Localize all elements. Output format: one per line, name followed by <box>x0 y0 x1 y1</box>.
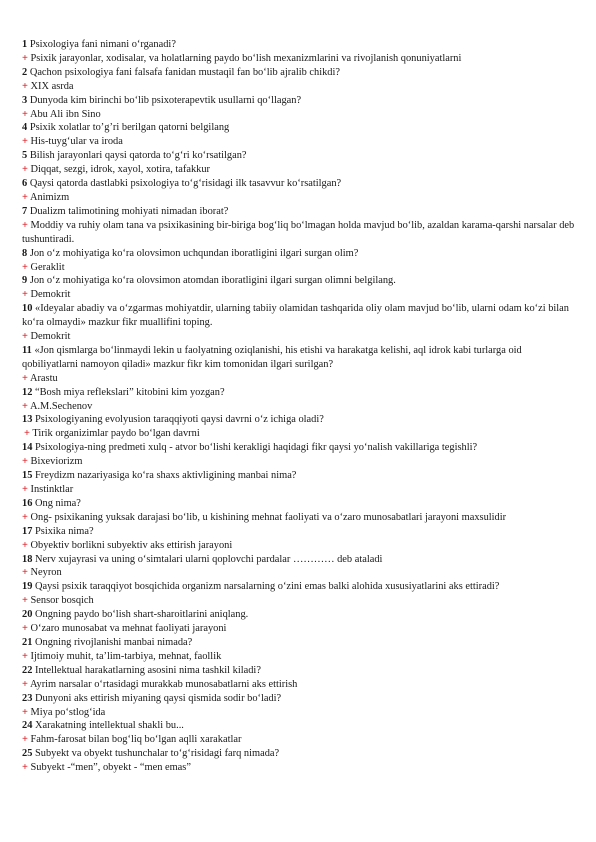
question-number: 22 <box>22 664 33 676</box>
question-12 <box>22 386 576 400</box>
answer-4 <box>22 135 576 149</box>
question-number: 15 <box>22 470 33 482</box>
plus-icon: + <box>22 762 28 774</box>
answer-text: Ayrim narsalar o‘rtasidagi murakkab munosabatlarni aks ettirish <box>29 678 298 690</box>
question-number: 7 <box>22 205 28 217</box>
answer-text: Neyron <box>30 567 62 579</box>
answer-text: Miya po‘stlog‘ida <box>30 706 106 718</box>
plus-icon: + <box>24 428 30 440</box>
question-text: Jon o‘z mohiyatiga ko‘ra olovsimon uchqundan iboratligini ilgari surgan olim? <box>29 247 359 259</box>
question-number: 20 <box>22 609 33 621</box>
question-number: 2 <box>22 66 28 78</box>
question-number: 13 <box>22 414 33 426</box>
answer-23 <box>22 706 576 720</box>
question-number: 25 <box>22 748 33 760</box>
answer-text: Fahm-farosat bilan bog‘liq bo‘lgan aqlli xarakatlar <box>30 734 242 746</box>
question-text: «Jon qismlarga bo‘linmaydi lekin u faolyatning oziqlanishi, his etishi va harakatga kelishi, aql idrok kabi turlarga oid qobiliyatlarni namoyon qiladi» mazkur fikr kim tomonidan ilgari surilgan? <box>22 344 522 370</box>
question-text: Intellektual harakatlarning asosini nima tashkil kiladi? <box>35 664 261 676</box>
question-text: Psixika nima? <box>35 525 94 537</box>
question-number: 24 <box>22 720 33 732</box>
answer-text: Animizm <box>29 191 70 203</box>
answer-24 <box>22 733 576 747</box>
question-number: 8 <box>22 247 28 259</box>
question-9 <box>22 274 576 288</box>
plus-icon: + <box>22 567 28 579</box>
question-4 <box>22 121 576 135</box>
answer-9 <box>22 288 576 302</box>
answer-text: A.M.Sechenov <box>29 400 93 412</box>
question-number: 17 <box>22 525 33 537</box>
plus-icon: + <box>22 331 28 343</box>
answer-6 <box>22 191 576 205</box>
answer-text: Tirik organizimlar paydo bo‘lgan davrni <box>32 428 200 440</box>
question-number: 14 <box>22 442 33 454</box>
question-19 <box>22 580 576 594</box>
question-7 <box>22 205 576 219</box>
question-17 <box>22 525 576 539</box>
question-number: 5 <box>22 150 28 162</box>
answer-text: Arastu <box>29 372 58 384</box>
plus-icon: + <box>22 678 28 690</box>
question-10 <box>22 302 576 330</box>
question-text: Psixologiya-ning predmeti xulq - atvor bo‘lishi kerakligi haqidagi fikr qaysi yo‘nalish vakillariga tegishli? <box>35 442 478 454</box>
question-text: Dunyoni aks ettirish miyaning qaysi qismida sodir bo‘ladi? <box>35 692 282 704</box>
question-number: 3 <box>22 94 28 106</box>
plus-icon: + <box>22 164 28 176</box>
plus-icon: + <box>22 706 28 718</box>
plus-icon: + <box>22 623 28 635</box>
question-number: 11 <box>22 344 32 356</box>
answer-5 <box>22 163 576 177</box>
answer-10 <box>22 330 576 344</box>
answer-text: Abu Ali ibn Sino <box>29 108 101 120</box>
question-8 <box>22 247 576 261</box>
plus-icon: + <box>22 191 28 203</box>
question-text: Dualizm talimotining mohiyati nimadan iborat? <box>29 205 229 217</box>
question-number: 1 <box>22 39 28 50</box>
plus-icon: + <box>22 136 28 148</box>
question-text: Psixologiya fani nimani o‘rganadi? <box>29 39 176 50</box>
plus-icon: + <box>22 372 28 384</box>
question-number: 12 <box>22 386 33 398</box>
question-22 <box>22 664 576 678</box>
question-13 <box>22 413 576 427</box>
answer-1 <box>22 52 576 66</box>
plus-icon: + <box>22 219 28 231</box>
answer-text: His-tuyg‘ular va iroda <box>30 136 123 148</box>
question-number: 21 <box>22 636 33 648</box>
question-6 <box>22 177 576 191</box>
plus-icon: + <box>22 539 28 551</box>
answer-text: Demokrit <box>30 289 71 301</box>
question-20 <box>22 608 576 622</box>
answer-15 <box>22 483 576 497</box>
question-text: «Ideyalar abadiy va o‘zgarmas mohiyatdir, ularning tabiiy olamidan tashqarida oliy olam mavjud bo‘lib, ularni odam ko‘zi bilan ko‘ra olmaydi» mazkur fikr muallifini toping. <box>22 303 569 329</box>
question-text: Qachon psixologiya fani falsafa fanidan mustaqil fan bo‘lib ajralib chikdi? <box>29 66 340 78</box>
answer-21 <box>22 650 576 664</box>
plus-icon: + <box>22 52 28 64</box>
question-number: 6 <box>22 178 28 190</box>
answer-text: Subyekt -“men”, obyekt - “men emas” <box>30 762 191 774</box>
question-text: Qaysi qatorda dastlabki psixologiya to‘g‘risidagi ilk tasavvur ko‘rsatilgan? <box>29 178 342 190</box>
answer-20 <box>22 622 576 636</box>
answer-3 <box>22 108 576 122</box>
answer-12 <box>22 400 576 414</box>
answer-18 <box>22 566 576 580</box>
answer-text: Demokrit <box>30 331 71 343</box>
question-23 <box>22 692 576 706</box>
question-number: 10 <box>22 303 33 315</box>
answer-text: Psixik jarayonlar, xodisalar, va holatlarning paydo bo‘lish mexanizmlarini va rivojlanish qonuniyatlarni <box>30 52 462 64</box>
question-text: Ongning rivojlanishi manbai nimada? <box>35 636 193 648</box>
plus-icon: + <box>22 108 28 120</box>
answer-19 <box>22 594 576 608</box>
answer-17 <box>22 539 576 553</box>
plus-icon: + <box>22 456 28 468</box>
plus-icon: + <box>22 595 28 607</box>
question-24 <box>22 719 576 733</box>
answer-text: O‘zaro munosabat va mehnat faoliyati jarayoni <box>30 623 227 635</box>
question-number: 9 <box>22 275 28 287</box>
question-text: Ongning paydo bo‘lish shart-sharoitlarini aniqlang. <box>35 609 249 621</box>
answer-text: Ijtimoiy muhit, ta’lim-tarbiya, mehnat, faollik <box>30 650 222 662</box>
answer-2 <box>22 80 576 94</box>
answer-16 <box>22 511 576 525</box>
question-text: Dunyoda kim birinchi bo‘lib psixoterapevtik usullarni qo‘llagan? <box>29 94 302 106</box>
question-16 <box>22 497 576 511</box>
answer-text: Instinktlar <box>30 484 74 495</box>
answer-25 <box>22 761 576 775</box>
question-25 <box>22 747 576 761</box>
question-text: Subyekt va obyekt tushunchalar to‘g‘risidagi farq nimada? <box>35 748 280 760</box>
answer-7 <box>22 219 576 247</box>
answer-11 <box>22 372 576 386</box>
question-number: 18 <box>22 553 33 565</box>
answer-text: Diqqat, sezgi, idrok, xayol, xotira, tafakkur <box>30 164 211 176</box>
answer-text: Obyektiv borlikni subyektiv aks ettirish jarayoni <box>30 539 233 551</box>
question-18 <box>22 553 576 567</box>
question-text: Ong nima? <box>35 497 81 509</box>
answer-text: Sensor bosqich <box>30 595 94 607</box>
answer-text: Geraklit <box>30 261 65 273</box>
plus-icon: + <box>22 734 28 746</box>
question-5 <box>22 149 576 163</box>
question-text: Nerv xujayrasi va uning o‘simtalari ularni qoplovchi pardalar ………… deb ataladi <box>35 553 383 565</box>
question-text: Qaysi psixik taraqqiyot bosqichida organizm narsalarning o‘zini emas balki alohida xususiyatlarini aks ettiradi? <box>35 581 500 593</box>
question-number: 4 <box>22 122 28 134</box>
plus-icon: + <box>22 80 28 92</box>
plus-icon: + <box>22 400 28 412</box>
question-2 <box>22 66 576 80</box>
answer-8 <box>22 261 576 275</box>
question-number: 23 <box>22 692 33 704</box>
question-number: 19 <box>22 581 33 593</box>
question-text: Jon o‘z mohiyatiga ko‘ra olovsimon atomdan iboratligini ilgari surgan olimni belgilang. <box>29 275 396 287</box>
answer-14 <box>22 455 576 469</box>
plus-icon: + <box>22 484 28 495</box>
question-text: “Bosh miya reflekslari” kitobini kim yozgan? <box>35 386 225 398</box>
question-11 <box>22 344 576 372</box>
document-page <box>22 38 576 775</box>
answer-13 <box>22 427 576 441</box>
plus-icon: + <box>22 261 28 273</box>
question-15 <box>22 469 576 483</box>
plus-icon: + <box>22 289 28 301</box>
plus-icon: + <box>22 511 28 523</box>
answer-text: Ong- psixikaning yuksak darajasi bo‘lib, u kishining mehnat faoliyati va o‘zaro munosabatlari jarayoni maxsulidir <box>30 511 507 523</box>
question-text: Psixologiyaning evolyusion taraqqiyoti qaysi davrni o‘z ichiga oladi? <box>35 414 324 426</box>
question-text: Bilish jarayonlari qaysi qatorda to‘g‘ri ko‘rsatilgan? <box>29 150 247 162</box>
question-21 <box>22 636 576 650</box>
question-text: Freydizm nazariyasiga ko‘ra shaxs aktivligining manbai nima? <box>35 470 297 482</box>
question-text: Xarakatning intellektual shakli bu... <box>35 720 184 732</box>
answer-text: XIX asrda <box>30 80 74 92</box>
question-text: Psixik xolatlar to’g’ri berilgan qatorni belgilang <box>29 122 230 134</box>
question-number: 16 <box>22 497 33 509</box>
answer-22 <box>22 678 576 692</box>
answer-text: Bixeviorizm <box>30 456 83 468</box>
question-3 <box>22 94 576 108</box>
question-14 <box>22 441 576 455</box>
question-1 <box>22 38 576 52</box>
plus-icon: + <box>22 650 28 662</box>
answer-text: Moddiy va ruhiy olam tana va psixikasining bir-biriga bog‘liq bo‘lmagan holda mavjud bo‘lib, azaldan karama-qarshi narsalar deb tushuntiradi. <box>22 219 575 245</box>
